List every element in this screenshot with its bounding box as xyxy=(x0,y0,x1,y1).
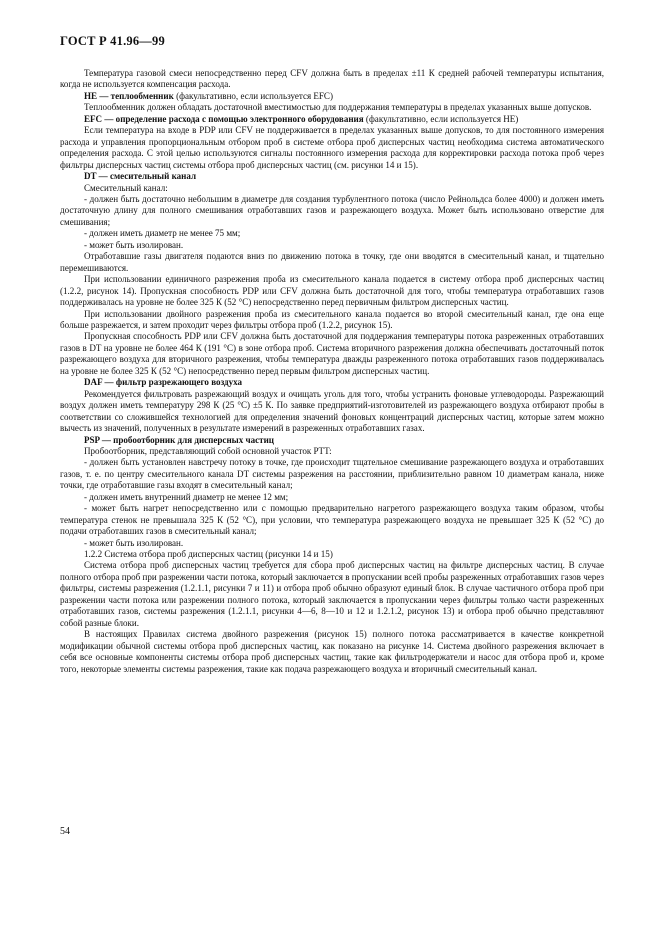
paragraph-text: Отработавшие газы двигателя подаются вниз по движению потока в точку, где они вводятся в смесительный канал, и тщательно перемешиваются. xyxy=(60,251,604,273)
section-heading: DT — смесительный канал xyxy=(84,171,197,182)
paragraph xyxy=(60,331,604,377)
paragraph xyxy=(60,102,604,113)
paragraph-text: При использовании двойного разрежения проба из смесительного канала подается во второй смесительный канал, где она еще больше разрежается, и затем проходит через фильтры отбора проб (1.2.2, рисунок 15). xyxy=(60,308,604,330)
paragraph-text: Система отбора проб дисперсных частиц требуется для сбора проб дисперсных частиц на фильтре дисперсных частиц. В случае полного отбора проб при разрежении части потока, который заключается в пропускании всей пробы разреженных отработавших газов через фильтры, системы разрежения (1.2.1.1, рисунки 7 и 11) и отбора проб обычно образуют единый блок. В случае частичного отбора проб при разрежении части потока или разрежении полного потока, который заключается в пропускании через фильтры только части разреженных отработавших газов, системы разрежения (1.2.1.1, рисунки 4—6, 8—10 и 12 и 1.2.1.2, рисунок 13) и отбора проб обычно представляют собой разные блоки. xyxy=(60,560,604,628)
paragraph xyxy=(60,560,604,629)
paragraph xyxy=(60,492,604,503)
paragraph xyxy=(60,183,604,194)
section-heading-paragraph xyxy=(60,171,604,182)
paragraph xyxy=(60,194,604,228)
paragraph xyxy=(60,68,604,91)
paragraph xyxy=(60,309,604,332)
document-body xyxy=(60,68,604,675)
paragraph-text: Теплообменник должен обладать достаточной вместимостью для поддержания температуры в пределах указанных выше допусков. xyxy=(84,102,592,113)
paragraph-text: - может быть изолирован. xyxy=(84,537,184,548)
document-header: ГОСТ Р 41.96—99 xyxy=(60,34,165,48)
paragraph-text: (факультативно, если используется EFC) xyxy=(173,90,333,101)
paragraph-text: Смесительный канал: xyxy=(84,182,168,193)
paragraph-text: При использовании единичного разрежения проба из смесительного канала подается в систему отбора проб дисперсных частиц (1.2.2, рисунок 14). Пропускная способность PDP или CFV должна быть достаточной для того, чтобы температура отработавших газов поддерживалась на уровне не более 325 К (52 °С) непосредственно перед первичным фильтром дисперсных частиц. xyxy=(60,274,604,308)
paragraph-text: Рекомендуется фильтровать разрежающий воздух и очищать уголь для того, чтобы устранить фоновые углеводороды. Разрежающий воздух должен иметь температуру 298 К (25 °С) ±5 К. По заявке предприятий-изготовителей из разрежающего воздуха отбирают пробы в соответствии со сложившейся технологией для определения значений фоновых концентраций дисперсных частиц, которые затем можно вычесть из значений, полученных в результате измерений в разреженных отработавших газах. xyxy=(60,388,604,434)
paragraph-text: - должен иметь внутренний диаметр не менее 12 мм; xyxy=(84,491,289,502)
paragraph xyxy=(60,503,604,537)
paragraph-text: 1.2.2 Система отбора проб дисперсных частиц (рисунки 14 и 15) xyxy=(84,549,333,560)
paragraph xyxy=(60,251,604,274)
paragraph-text: Пропускная способность PDP или CFV должна быть достаточной для поддержания температуры потока разреженных отработавших газов в DT на уровне не более 464 К (191 °С) в зоне отбора проб. Система вторичного разрежения должна обеспечивать достаточный поток разрежающего воздуха для вторичного разрежения, чтобы температура дважды разреженного потока отработавших газов поддерживалась на уровне не более 325 К (52 °С) непосредственно перед первым фильтром дисперсных частиц. xyxy=(60,331,604,376)
paragraph-text: Пробоотборник, представляющий собой основной участок PTT: xyxy=(84,445,332,456)
paragraph xyxy=(60,125,604,171)
paragraph xyxy=(60,389,604,435)
section-heading: DAF — фильтр разрежающего воздуха xyxy=(84,377,243,388)
section-heading-paragraph xyxy=(60,377,604,388)
paragraph-text: Если температура на входе в PDP или CFV не поддерживается в пределах указанных выше допусков, то для постоянного измерения расхода и управления пропорциональным отбором проб в системе отбора проб дисперсных частиц необходима система автоматического определения расхода. С этой целью используются сигналы постоянного измерения расхода для корректировки расхода потока проб через фильтры дисперсных частиц системы отбора проб дисперсных частиц (см. рисунки 14 и 15). xyxy=(60,125,604,170)
section-heading-paragraph xyxy=(60,114,604,125)
paragraph-text: - может быть нагрет непосредственно или с помощью предварительно нагретого разрежающего воздуха таким образом, чтобы температура стенок не превышала 325 К (52 °С), при условии, что температура разрежающего воздуха не превышает 325 К (52 °С) до подачи отработавших газов в смесительный канал; xyxy=(60,503,604,537)
paragraph-text: - должен иметь диаметр не менее 75 мм; xyxy=(84,228,241,239)
page-number: 54 xyxy=(60,826,70,837)
section-heading-paragraph xyxy=(60,91,604,102)
paragraph xyxy=(60,629,604,675)
paragraph-text: - должен быть достаточно небольшим в диаметре для создания турбулентного потока (число Рейнольдса более 4000) и должен иметь достаточную длину для полного смешивания отработавших газов и разрежающего воздуха. Может быть использовано отверстие для смешивания; xyxy=(60,193,604,227)
paragraph xyxy=(60,240,604,251)
paragraph xyxy=(60,457,604,491)
paragraph-text: В настоящих Правилах система двойного разрежения (рисунок 15) полного потока рассматривается в качестве конкретной модификации обычной системы отбора проб дисперсных частиц, как показано на рисунке 14. Система двойного разрежения включает в себя все основные компоненты системы отбора проб дисперсных частиц, такие как фильтродержатели и насос для отбора проб и, кроме того, некоторые элементы системы разрежения, такие как подача разрежающего воздуха и вторичный смесительный канал. xyxy=(60,629,604,674)
section-heading-paragraph xyxy=(60,435,604,446)
paragraph xyxy=(60,274,604,308)
paragraph xyxy=(60,228,604,239)
section-heading: НЕ — теплообменник xyxy=(84,90,174,101)
paragraph-text: Температура газовой смеси непосредственно перед CFV должна быть в пределах ±11 К средней рабочей температуры испытания, когда не используется компенсация расхода. xyxy=(60,68,604,90)
section-heading: PSP — пробоотборник для дисперсных частиц xyxy=(84,434,275,445)
paragraph xyxy=(60,549,604,560)
section-heading: EFC — определение расхода с помощью электронного оборудования xyxy=(84,113,364,124)
paragraph-text: - должен быть установлен навстречу потоку в точке, где происходит тщательное смешивание разрежающего воздуха и отработавших газов, т. е. по центру смесительного канала DT системы разрежения на расстоянии, приблизительно равном 10 диаметрам канала, ниже точки, где отработавшие газы входят в смесительный канал; xyxy=(60,457,604,491)
paragraph-text: - может быть изолирован. xyxy=(84,239,184,250)
paragraph xyxy=(60,446,604,457)
document-page xyxy=(60,34,604,675)
paragraph xyxy=(60,538,604,549)
paragraph-text: (факультативно, если используется НЕ) xyxy=(363,113,519,124)
